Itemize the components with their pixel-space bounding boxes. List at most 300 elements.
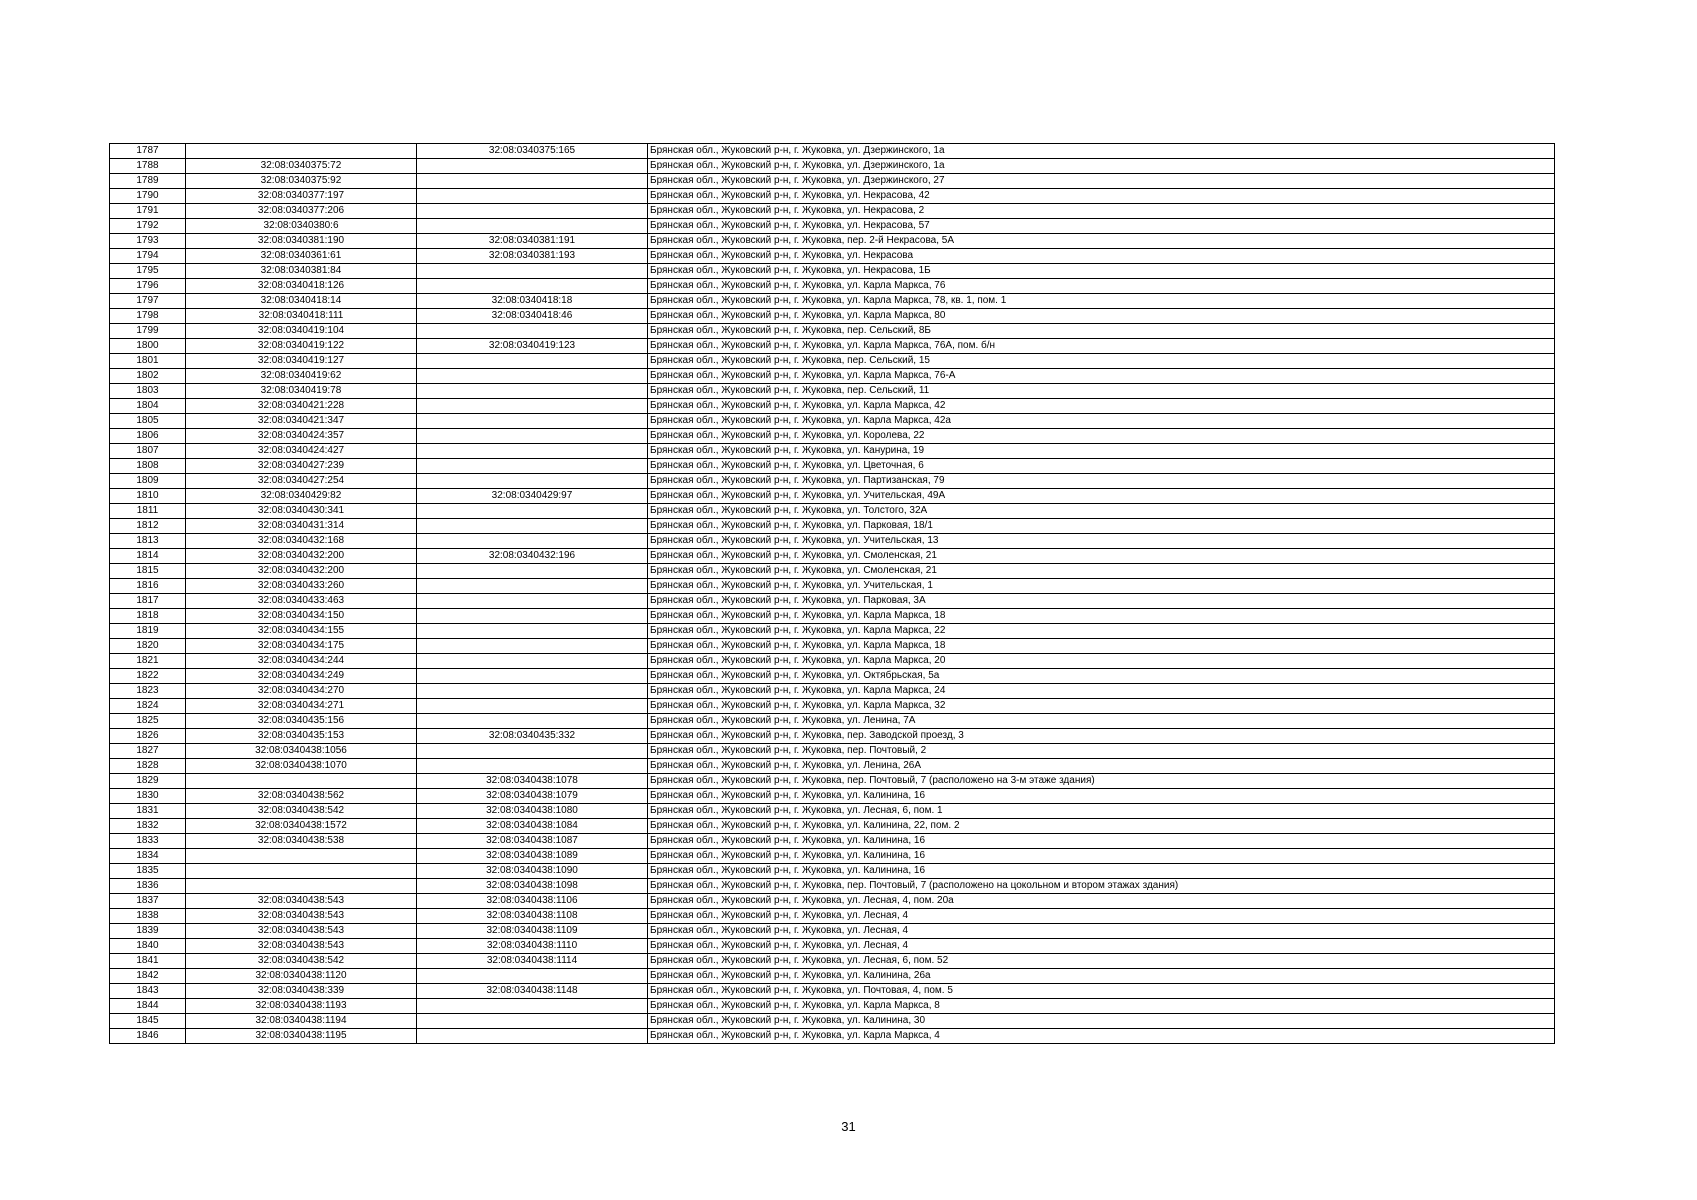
cadastral-number-cell: 32:08:0340419:122 xyxy=(186,339,417,354)
address-cell: Брянская обл., Жуковский р-н, г. Жуковка, ул. Калинина, 16 xyxy=(648,864,1555,879)
table-row xyxy=(110,864,1555,879)
table-row xyxy=(110,999,1555,1014)
table-row xyxy=(110,624,1555,639)
related-cadastral-number-cell xyxy=(417,519,648,534)
cadastral-number-cell: 32:08:0340438:543 xyxy=(186,939,417,954)
cadastral-number-cell: 32:08:0340438:542 xyxy=(186,954,417,969)
row-number-cell: 1810 xyxy=(110,489,186,504)
address-cell: Брянская обл., Жуковский р-н, г. Жуковка, ул. Карла Маркса, 76А, пом. б/н xyxy=(648,339,1555,354)
table-row xyxy=(110,909,1555,924)
cadastral-number-cell: 32:08:0340381:84 xyxy=(186,264,417,279)
related-cadastral-number-cell xyxy=(417,189,648,204)
table-row xyxy=(110,699,1555,714)
address-cell: Брянская обл., Жуковский р-н, г. Жуковка, ул. Карла Маркса, 4 xyxy=(648,1029,1555,1044)
row-number-cell: 1800 xyxy=(110,339,186,354)
address-cell: Брянская обл., Жуковский р-н, г. Жуковка, ул. Лесная, 4 xyxy=(648,924,1555,939)
address-cell: Брянская обл., Жуковский р-н, г. Жуковка, ул. Учительская, 49А xyxy=(648,489,1555,504)
cadastral-number-cell: 32:08:0340361:61 xyxy=(186,249,417,264)
row-number-cell: 1801 xyxy=(110,354,186,369)
cadastral-number-cell: 32:08:0340438:1056 xyxy=(186,744,417,759)
related-cadastral-number-cell xyxy=(417,534,648,549)
related-cadastral-number-cell: 32:08:0340381:193 xyxy=(417,249,648,264)
related-cadastral-number-cell xyxy=(417,609,648,624)
table-row xyxy=(110,369,1555,384)
related-cadastral-number-cell xyxy=(417,744,648,759)
related-cadastral-number-cell xyxy=(417,474,648,489)
table-row xyxy=(110,729,1555,744)
related-cadastral-number-cell xyxy=(417,429,648,444)
cadastral-number-cell: 32:08:0340421:347 xyxy=(186,414,417,429)
address-cell: Брянская обл., Жуковский р-н, г. Жуковка, ул. Лесная, 4, пом. 20а xyxy=(648,894,1555,909)
cadastral-number-cell: 32:08:0340419:78 xyxy=(186,384,417,399)
related-cadastral-number-cell xyxy=(417,624,648,639)
related-cadastral-number-cell: 32:08:0340438:1110 xyxy=(417,939,648,954)
row-number-cell: 1823 xyxy=(110,684,186,699)
related-cadastral-number-cell xyxy=(417,354,648,369)
cadastral-number-cell: 32:08:0340438:1120 xyxy=(186,969,417,984)
address-cell: Брянская обл., Жуковский р-н, г. Жуковка, ул. Карла Маркса, 20 xyxy=(648,654,1555,669)
cadastral-number-cell: 32:08:0340438:1572 xyxy=(186,819,417,834)
cadastral-number-cell: 32:08:0340375:72 xyxy=(186,159,417,174)
cadastral-number-cell: 32:08:0340432:168 xyxy=(186,534,417,549)
related-cadastral-number-cell: 32:08:0340438:1109 xyxy=(417,924,648,939)
related-cadastral-number-cell xyxy=(417,1014,648,1029)
related-cadastral-number-cell xyxy=(417,504,648,519)
related-cadastral-number-cell xyxy=(417,594,648,609)
row-number-cell: 1835 xyxy=(110,864,186,879)
address-cell: Брянская обл., Жуковский р-н, г. Жуковка, пер. Почтовый, 2 xyxy=(648,744,1555,759)
table-row xyxy=(110,774,1555,789)
table-row xyxy=(110,459,1555,474)
table-row xyxy=(110,384,1555,399)
table-row xyxy=(110,219,1555,234)
cadastral-number-cell: 32:08:0340438:562 xyxy=(186,789,417,804)
address-cell: Брянская обл., Жуковский р-н, г. Жуковка, ул. Партизанская, 79 xyxy=(648,474,1555,489)
table-row xyxy=(110,204,1555,219)
row-number-cell: 1789 xyxy=(110,174,186,189)
related-cadastral-number-cell: 32:08:0340438:1080 xyxy=(417,804,648,819)
cadastral-number-cell: 32:08:0340424:357 xyxy=(186,429,417,444)
address-cell: Брянская обл., Жуковский р-н, г. Жуковка, ул. Карла Маркса, 42а xyxy=(648,414,1555,429)
address-cell: Брянская обл., Жуковский р-н, г. Жуковка, пер. 2-й Некрасова, 5А xyxy=(648,234,1555,249)
row-number-cell: 1793 xyxy=(110,234,186,249)
row-number-cell: 1825 xyxy=(110,714,186,729)
address-cell: Брянская обл., Жуковский р-н, г. Жуковка, пер. Сельский, 15 xyxy=(648,354,1555,369)
related-cadastral-number-cell xyxy=(417,159,648,174)
cadastral-number-cell: 32:08:0340434:249 xyxy=(186,669,417,684)
table-row xyxy=(110,984,1555,999)
cadastral-number-cell: 32:08:0340377:197 xyxy=(186,189,417,204)
related-cadastral-number-cell: 32:08:0340438:1090 xyxy=(417,864,648,879)
row-number-cell: 1837 xyxy=(110,894,186,909)
row-number-cell: 1819 xyxy=(110,624,186,639)
cadastral-number-cell: 32:08:0340427:239 xyxy=(186,459,417,474)
related-cadastral-number-cell: 32:08:0340438:1084 xyxy=(417,819,648,834)
row-number-cell: 1818 xyxy=(110,609,186,624)
cadastral-number-cell: 32:08:0340375:92 xyxy=(186,174,417,189)
address-cell: Брянская обл., Жуковский р-н, г. Жуковка, ул. Парковая, 3А xyxy=(648,594,1555,609)
address-cell: Брянская обл., Жуковский р-н, г. Жуковка, ул. Карла Маркса, 24 xyxy=(648,684,1555,699)
row-number-cell: 1794 xyxy=(110,249,186,264)
address-cell: Брянская обл., Жуковский р-н, г. Жуковка, ул. Ленина, 7А xyxy=(648,714,1555,729)
related-cadastral-number-cell: 32:08:0340438:1106 xyxy=(417,894,648,909)
cadastral-number-cell: 32:08:0340419:104 xyxy=(186,324,417,339)
cadastral-number-cell: 32:08:0340438:339 xyxy=(186,984,417,999)
row-number-cell: 1839 xyxy=(110,924,186,939)
cadastral-number-cell: 32:08:0340438:1070 xyxy=(186,759,417,774)
related-cadastral-number-cell xyxy=(417,204,648,219)
address-cell: Брянская обл., Жуковский р-н, г. Жуковка, ул. Карла Маркса, 76 xyxy=(648,279,1555,294)
row-number-cell: 1804 xyxy=(110,399,186,414)
address-cell: Брянская обл., Жуковский р-н, г. Жуковка, ул. Октябрьская, 5а xyxy=(648,669,1555,684)
cadastral-number-cell: 32:08:0340434:270 xyxy=(186,684,417,699)
table-row xyxy=(110,744,1555,759)
table-row xyxy=(110,1014,1555,1029)
related-cadastral-number-cell: 32:08:0340438:1089 xyxy=(417,849,648,864)
cadastral-number-cell xyxy=(186,144,417,159)
address-cell: Брянская обл., Жуковский р-н, г. Жуковка, ул. Лесная, 6, пом. 52 xyxy=(648,954,1555,969)
cadastral-number-cell: 32:08:0340438:542 xyxy=(186,804,417,819)
row-number-cell: 1807 xyxy=(110,444,186,459)
cadastral-number-cell: 32:08:0340421:228 xyxy=(186,399,417,414)
related-cadastral-number-cell xyxy=(417,459,648,474)
row-number-cell: 1815 xyxy=(110,564,186,579)
table-row xyxy=(110,174,1555,189)
related-cadastral-number-cell xyxy=(417,669,648,684)
related-cadastral-number-cell xyxy=(417,264,648,279)
row-number-cell: 1803 xyxy=(110,384,186,399)
row-number-cell: 1822 xyxy=(110,669,186,684)
row-number-cell: 1796 xyxy=(110,279,186,294)
row-number-cell: 1826 xyxy=(110,729,186,744)
table-row xyxy=(110,669,1555,684)
address-cell: Брянская обл., Жуковский р-н, г. Жуковка, ул. Дзержинского, 1а xyxy=(648,144,1555,159)
table-row xyxy=(110,609,1555,624)
related-cadastral-number-cell xyxy=(417,699,648,714)
row-number-cell: 1790 xyxy=(110,189,186,204)
address-cell: Брянская обл., Жуковский р-н, г. Жуковка, ул. Некрасова xyxy=(648,249,1555,264)
row-number-cell: 1845 xyxy=(110,1014,186,1029)
address-cell: Брянская обл., Жуковский р-н, г. Жуковка, пер. Сельский, 8Б xyxy=(648,324,1555,339)
related-cadastral-number-cell xyxy=(417,564,648,579)
table-row xyxy=(110,294,1555,309)
cadastral-number-cell: 32:08:0340435:153 xyxy=(186,729,417,744)
address-cell: Брянская обл., Жуковский р-н, г. Жуковка, пер. Заводской проезд, 3 xyxy=(648,729,1555,744)
row-number-cell: 1792 xyxy=(110,219,186,234)
cadastral-number-cell: 32:08:0340433:463 xyxy=(186,594,417,609)
row-number-cell: 1787 xyxy=(110,144,186,159)
cadastral-number-cell: 32:08:0340434:244 xyxy=(186,654,417,669)
related-cadastral-number-cell xyxy=(417,999,648,1014)
table-row xyxy=(110,654,1555,669)
table-row xyxy=(110,849,1555,864)
cadastral-number-cell: 32:08:0340430:341 xyxy=(186,504,417,519)
table-row xyxy=(110,429,1555,444)
registry-table xyxy=(109,143,1555,1044)
address-cell: Брянская обл., Жуковский р-н, г. Жуковка, ул. Карла Маркса, 76-А xyxy=(648,369,1555,384)
row-number-cell: 1811 xyxy=(110,504,186,519)
page-number: 31 xyxy=(841,1119,856,1134)
related-cadastral-number-cell: 32:08:0340438:1098 xyxy=(417,879,648,894)
row-number-cell: 1829 xyxy=(110,774,186,789)
row-number-cell: 1832 xyxy=(110,819,186,834)
related-cadastral-number-cell: 32:08:0340381:191 xyxy=(417,234,648,249)
related-cadastral-number-cell xyxy=(417,684,648,699)
address-cell: Брянская обл., Жуковский р-н, г. Жуковка, ул. Карла Маркса, 78, кв. 1, пом. 1 xyxy=(648,294,1555,309)
address-cell: Брянская обл., Жуковский р-н, г. Жуковка, ул. Цветочная, 6 xyxy=(648,459,1555,474)
table-row xyxy=(110,189,1555,204)
address-cell: Брянская обл., Жуковский р-н, г. Жуковка, ул. Калинина, 26а xyxy=(648,969,1555,984)
related-cadastral-number-cell: 32:08:0340438:1114 xyxy=(417,954,648,969)
address-cell: Брянская обл., Жуковский р-н, г. Жуковка, ул. Смоленская, 21 xyxy=(648,564,1555,579)
related-cadastral-number-cell xyxy=(417,579,648,594)
row-number-cell: 1808 xyxy=(110,459,186,474)
row-number-cell: 1806 xyxy=(110,429,186,444)
address-cell: Брянская обл., Жуковский р-н, г. Жуковка, ул. Толстого, 32А xyxy=(648,504,1555,519)
table-row xyxy=(110,249,1555,264)
table-row xyxy=(110,549,1555,564)
cadastral-number-cell: 32:08:0340418:111 xyxy=(186,309,417,324)
cadastral-number-cell: 32:08:0340438:543 xyxy=(186,894,417,909)
row-number-cell: 1820 xyxy=(110,639,186,654)
related-cadastral-number-cell xyxy=(417,324,648,339)
table-row xyxy=(110,414,1555,429)
cadastral-number-cell: 32:08:0340419:62 xyxy=(186,369,417,384)
table-row xyxy=(110,879,1555,894)
row-number-cell: 1788 xyxy=(110,159,186,174)
table-row xyxy=(110,594,1555,609)
related-cadastral-number-cell: 32:08:0340438:1108 xyxy=(417,909,648,924)
table-row xyxy=(110,489,1555,504)
row-number-cell: 1827 xyxy=(110,744,186,759)
table-row xyxy=(110,939,1555,954)
related-cadastral-number-cell xyxy=(417,279,648,294)
table-row xyxy=(110,399,1555,414)
cadastral-number-cell: 32:08:0340431:314 xyxy=(186,519,417,534)
row-number-cell: 1824 xyxy=(110,699,186,714)
table-row xyxy=(110,759,1555,774)
cadastral-number-cell: 32:08:0340434:150 xyxy=(186,609,417,624)
table-row xyxy=(110,834,1555,849)
related-cadastral-number-cell xyxy=(417,969,648,984)
related-cadastral-number-cell xyxy=(417,714,648,729)
table-row xyxy=(110,144,1555,159)
row-number-cell: 1816 xyxy=(110,579,186,594)
table-row xyxy=(110,969,1555,984)
table-row xyxy=(110,339,1555,354)
cadastral-number-cell: 32:08:0340434:271 xyxy=(186,699,417,714)
cadastral-number-cell: 32:08:0340434:155 xyxy=(186,624,417,639)
cadastral-number-cell: 32:08:0340438:543 xyxy=(186,924,417,939)
related-cadastral-number-cell xyxy=(417,414,648,429)
registry-table-body xyxy=(110,144,1555,1044)
table-row xyxy=(110,159,1555,174)
related-cadastral-number-cell: 32:08:0340438:1079 xyxy=(417,789,648,804)
row-number-cell: 1846 xyxy=(110,1029,186,1044)
cadastral-number-cell: 32:08:0340419:127 xyxy=(186,354,417,369)
cadastral-number-cell xyxy=(186,864,417,879)
row-number-cell: 1798 xyxy=(110,309,186,324)
table-row xyxy=(110,579,1555,594)
address-cell: Брянская обл., Жуковский р-н, г. Жуковка, ул. Калинина, 16 xyxy=(648,789,1555,804)
cadastral-number-cell: 32:08:0340438:538 xyxy=(186,834,417,849)
cadastral-number-cell: 32:08:0340438:1194 xyxy=(186,1014,417,1029)
related-cadastral-number-cell xyxy=(417,1029,648,1044)
related-cadastral-number-cell xyxy=(417,369,648,384)
cadastral-number-cell: 32:08:0340377:206 xyxy=(186,204,417,219)
address-cell: Брянская обл., Жуковский р-н, г. Жуковка, ул. Калинина, 22, пом. 2 xyxy=(648,819,1555,834)
cadastral-number-cell xyxy=(186,879,417,894)
table-row xyxy=(110,684,1555,699)
related-cadastral-number-cell: 32:08:0340418:18 xyxy=(417,294,648,309)
cadastral-number-cell: 32:08:0340432:200 xyxy=(186,549,417,564)
address-cell: Брянская обл., Жуковский р-н, г. Жуковка, ул. Смоленская, 21 xyxy=(648,549,1555,564)
row-number-cell: 1791 xyxy=(110,204,186,219)
address-cell: Брянская обл., Жуковский р-н, г. Жуковка, ул. Учительская, 1 xyxy=(648,579,1555,594)
related-cadastral-number-cell xyxy=(417,639,648,654)
related-cadastral-number-cell: 32:08:0340418:46 xyxy=(417,309,648,324)
row-number-cell: 1843 xyxy=(110,984,186,999)
table-row xyxy=(110,564,1555,579)
row-number-cell: 1805 xyxy=(110,414,186,429)
address-cell: Брянская обл., Жуковский р-н, г. Жуковка, ул. Некрасова, 1Б xyxy=(648,264,1555,279)
table-row xyxy=(110,309,1555,324)
related-cadastral-number-cell xyxy=(417,654,648,669)
related-cadastral-number-cell xyxy=(417,384,648,399)
address-cell: Брянская обл., Жуковский р-н, г. Жуковка, пер. Почтовый, 7 (расположено на 3-м этаже здания) xyxy=(648,774,1555,789)
address-cell: Брянская обл., Жуковский р-н, г. Жуковка, ул. Лесная, 4 xyxy=(648,939,1555,954)
cadastral-number-cell: 32:08:0340438:1195 xyxy=(186,1029,417,1044)
cadastral-number-cell: 32:08:0340429:82 xyxy=(186,489,417,504)
row-number-cell: 1836 xyxy=(110,879,186,894)
cadastral-number-cell: 32:08:0340433:260 xyxy=(186,579,417,594)
row-number-cell: 1841 xyxy=(110,954,186,969)
address-cell: Брянская обл., Жуковский р-н, г. Жуковка, ул. Карла Маркса, 18 xyxy=(648,639,1555,654)
row-number-cell: 1799 xyxy=(110,324,186,339)
address-cell: Брянская обл., Жуковский р-н, г. Жуковка, ул. Карла Маркса, 22 xyxy=(648,624,1555,639)
cadastral-number-cell: 32:08:0340418:126 xyxy=(186,279,417,294)
row-number-cell: 1814 xyxy=(110,549,186,564)
cadastral-number-cell: 32:08:0340432:200 xyxy=(186,564,417,579)
address-cell: Брянская обл., Жуковский р-н, г. Жуковка, ул. Калинина, 16 xyxy=(648,834,1555,849)
address-cell: Брянская обл., Жуковский р-н, г. Жуковка, ул. Почтовая, 4, пом. 5 xyxy=(648,984,1555,999)
table-row xyxy=(110,954,1555,969)
row-number-cell: 1809 xyxy=(110,474,186,489)
row-number-cell: 1821 xyxy=(110,654,186,669)
table-row xyxy=(110,924,1555,939)
related-cadastral-number-cell xyxy=(417,174,648,189)
table-row xyxy=(110,264,1555,279)
address-cell: Брянская обл., Жуковский р-н, г. Жуковка, ул. Карла Маркса, 18 xyxy=(648,609,1555,624)
related-cadastral-number-cell xyxy=(417,444,648,459)
cadastral-number-cell: 32:08:0340435:156 xyxy=(186,714,417,729)
row-number-cell: 1812 xyxy=(110,519,186,534)
address-cell: Брянская обл., Жуковский р-н, г. Жуковка, ул. Лесная, 6, пом. 1 xyxy=(648,804,1555,819)
address-cell: Брянская обл., Жуковский р-н, г. Жуковка, ул. Карла Маркса, 32 xyxy=(648,699,1555,714)
table-row xyxy=(110,789,1555,804)
cadastral-number-cell: 32:08:0340380:6 xyxy=(186,219,417,234)
address-cell: Брянская обл., Жуковский р-н, г. Жуковка, ул. Ленина, 26А xyxy=(648,759,1555,774)
related-cadastral-number-cell: 32:08:0340429:97 xyxy=(417,489,648,504)
address-cell: Брянская обл., Жуковский р-н, г. Жуковка, ул. Канурина, 19 xyxy=(648,444,1555,459)
related-cadastral-number-cell xyxy=(417,399,648,414)
row-number-cell: 1830 xyxy=(110,789,186,804)
row-number-cell: 1795 xyxy=(110,264,186,279)
table-row xyxy=(110,474,1555,489)
cadastral-number-cell: 32:08:0340424:427 xyxy=(186,444,417,459)
related-cadastral-number-cell: 32:08:0340419:123 xyxy=(417,339,648,354)
row-number-cell: 1834 xyxy=(110,849,186,864)
table-row xyxy=(110,234,1555,249)
table-row xyxy=(110,504,1555,519)
table-row xyxy=(110,279,1555,294)
table-row xyxy=(110,639,1555,654)
table-row xyxy=(110,519,1555,534)
address-cell: Брянская обл., Жуковский р-н, г. Жуковка, ул. Некрасова, 2 xyxy=(648,204,1555,219)
address-cell: Брянская обл., Жуковский р-н, г. Жуковка, ул. Учительская, 13 xyxy=(648,534,1555,549)
cadastral-number-cell: 32:08:0340418:14 xyxy=(186,294,417,309)
address-cell: Брянская обл., Жуковский р-н, г. Жуковка, ул. Карла Маркса, 80 xyxy=(648,309,1555,324)
cadastral-number-cell: 32:08:0340427:254 xyxy=(186,474,417,489)
address-cell: Брянская обл., Жуковский р-н, г. Жуковка, ул. Калинина, 16 xyxy=(648,849,1555,864)
row-number-cell: 1833 xyxy=(110,834,186,849)
row-number-cell: 1797 xyxy=(110,294,186,309)
table-row xyxy=(110,819,1555,834)
table-row xyxy=(110,444,1555,459)
cadastral-number-cell: 32:08:0340438:1193 xyxy=(186,999,417,1014)
row-number-cell: 1813 xyxy=(110,534,186,549)
related-cadastral-number-cell xyxy=(417,759,648,774)
related-cadastral-number-cell: 32:08:0340432:196 xyxy=(417,549,648,564)
address-cell: Брянская обл., Жуковский р-н, г. Жуковка, ул. Калинина, 30 xyxy=(648,1014,1555,1029)
related-cadastral-number-cell: 32:08:0340438:1078 xyxy=(417,774,648,789)
cadastral-number-cell: 32:08:0340381:190 xyxy=(186,234,417,249)
related-cadastral-number-cell: 32:08:0340438:1087 xyxy=(417,834,648,849)
address-cell: Брянская обл., Жуковский р-н, г. Жуковка, ул. Лесная, 4 xyxy=(648,909,1555,924)
cadastral-number-cell: 32:08:0340434:175 xyxy=(186,639,417,654)
row-number-cell: 1844 xyxy=(110,999,186,1014)
related-cadastral-number-cell: 32:08:0340438:1148 xyxy=(417,984,648,999)
row-number-cell: 1838 xyxy=(110,909,186,924)
table-row xyxy=(110,534,1555,549)
row-number-cell: 1840 xyxy=(110,939,186,954)
related-cadastral-number-cell: 32:08:0340435:332 xyxy=(417,729,648,744)
related-cadastral-number-cell: 32:08:0340375:165 xyxy=(417,144,648,159)
row-number-cell: 1831 xyxy=(110,804,186,819)
related-cadastral-number-cell xyxy=(417,219,648,234)
address-cell: Брянская обл., Жуковский р-н, г. Жуковка, ул. Парковая, 18/1 xyxy=(648,519,1555,534)
address-cell: Брянская обл., Жуковский р-н, г. Жуковка, ул. Королева, 22 xyxy=(648,429,1555,444)
address-cell: Брянская обл., Жуковский р-н, г. Жуковка, ул. Дзержинского, 27 xyxy=(648,174,1555,189)
row-number-cell: 1842 xyxy=(110,969,186,984)
cadastral-number-cell: 32:08:0340438:543 xyxy=(186,909,417,924)
cadastral-number-cell xyxy=(186,774,417,789)
table-row xyxy=(110,714,1555,729)
table-row xyxy=(110,354,1555,369)
address-cell: Брянская обл., Жуковский р-н, г. Жуковка, ул. Некрасова, 57 xyxy=(648,219,1555,234)
address-cell: Брянская обл., Жуковский р-н, г. Жуковка, ул. Некрасова, 42 xyxy=(648,189,1555,204)
row-number-cell: 1828 xyxy=(110,759,186,774)
table-row xyxy=(110,324,1555,339)
address-cell: Брянская обл., Жуковский р-н, г. Жуковка, пер. Сельский, 11 xyxy=(648,384,1555,399)
row-number-cell: 1817 xyxy=(110,594,186,609)
address-cell: Брянская обл., Жуковский р-н, г. Жуковка, ул. Карла Маркса, 8 xyxy=(648,999,1555,1014)
table-row xyxy=(110,804,1555,819)
cadastral-number-cell xyxy=(186,849,417,864)
address-cell: Брянская обл., Жуковский р-н, г. Жуковка, пер. Почтовый, 7 (расположено на цокольном и втором этажах здания) xyxy=(648,879,1555,894)
row-number-cell: 1802 xyxy=(110,369,186,384)
address-cell: Брянская обл., Жуковский р-н, г. Жуковка, ул. Дзержинского, 1а xyxy=(648,159,1555,174)
